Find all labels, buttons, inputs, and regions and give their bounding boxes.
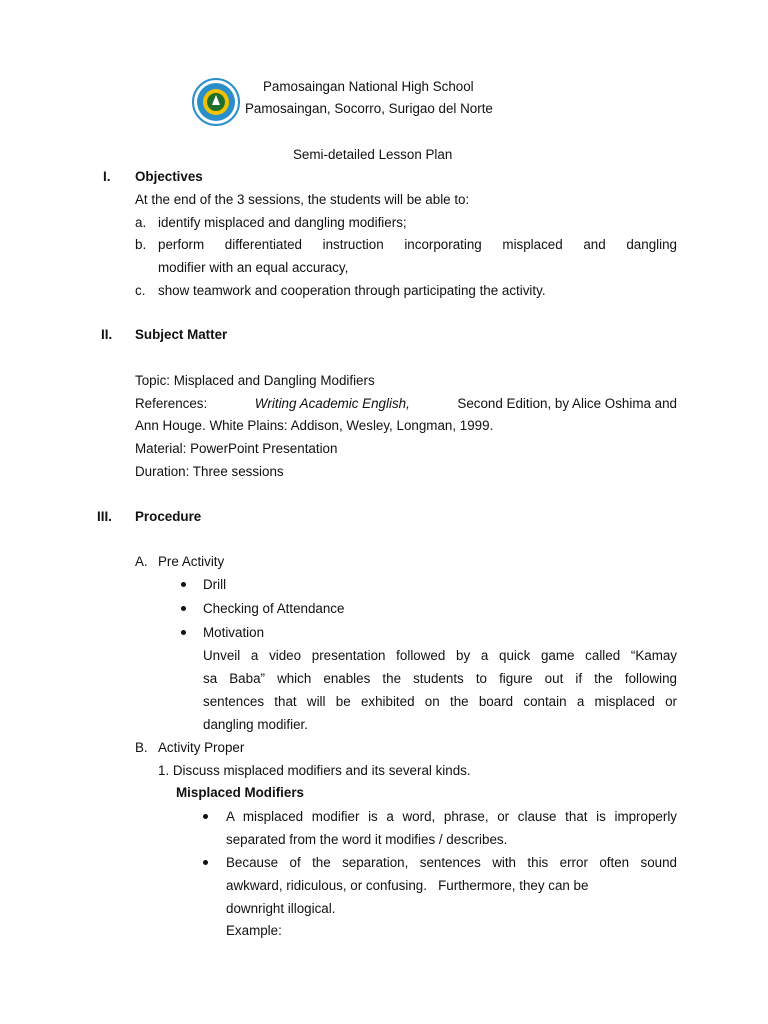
example-label: Example: (226, 923, 282, 938)
objectives-heading: Objectives (135, 169, 203, 184)
objective-marker-b: b. (135, 237, 147, 252)
bullet-icon (181, 582, 186, 587)
reference-book-title: Writing Academic English, (254, 396, 410, 411)
objective-c-text: show teamwork and cooperation through participating the activity. (158, 283, 546, 298)
duration-line: Duration: Three sessions (135, 464, 284, 479)
reference-rest: Second Edition, by Alice Oshima and (457, 396, 677, 411)
pre-item-drill: Drill (203, 577, 227, 592)
bullet1-line2: separated from the word it modifies / describes. (226, 832, 508, 847)
motivation-line4: dangling modifier. (203, 717, 308, 732)
topic-line: Topic: Misplaced and Dangling Modifiers (135, 373, 375, 388)
bullet2-line2: awkward, ridiculous, or confusing. Furthermore, they can be (226, 878, 589, 893)
pre-item-attendance: Checking of Attendance (203, 601, 345, 616)
activity-proper-label: Activity Proper (158, 740, 245, 755)
bullet2-line3: downright illogical. (226, 901, 336, 916)
section-numeral-2: II. (101, 327, 113, 342)
bullet2-line1: Because of the separation, sentences with this error often sound (226, 855, 677, 870)
bullet-icon (181, 606, 186, 611)
material-line: Material: PowerPoint Presentation (135, 441, 338, 456)
school-seal-logo (192, 78, 240, 126)
section-numeral-3: III. (97, 509, 112, 524)
bullet-icon (203, 814, 208, 819)
school-name: Pamosaingan National High School (263, 79, 474, 94)
bullet-icon (203, 860, 208, 865)
subject-matter-heading: Subject Matter (135, 327, 228, 342)
objective-b-line2: modifier with an equal accuracy, (158, 260, 349, 275)
plan-title: Semi-detailed Lesson Plan (293, 147, 453, 162)
motivation-line3: sentences that will be exhibited on the board contain a misplaced or (203, 694, 677, 709)
objective-b-line1: perform differentiated instruction incorporating misplaced and dangling (158, 237, 677, 252)
procedure-heading: Procedure (135, 509, 202, 524)
school-address: Pamosaingan, Socorro, Surigao del Norte (245, 101, 493, 116)
references-line1 (135, 395, 677, 412)
bullet1-line1: A misplaced modifier is a word, phrase, or clause that is improperly (226, 809, 677, 824)
references-label: References: (135, 396, 208, 411)
motivation-line2: sa Baba” which enables the students to figure out if the following (203, 671, 677, 686)
pre-item-motivation: Motivation (203, 625, 265, 640)
bullet2-line2-wrap (226, 877, 677, 894)
objectives-intro: At the end of the 3 sessions, the students will be able to: (135, 192, 470, 207)
bullet-icon (181, 630, 186, 635)
objective-a-text: identify misplaced and dangling modifiers; (158, 215, 407, 230)
objective-marker-c: c. (135, 283, 146, 298)
motivation-line1: Unveil a video presentation followed by a quick game called “Kamay (203, 648, 677, 663)
pre-activity-marker: A. (135, 554, 148, 569)
pre-activity-label: Pre Activity (158, 554, 225, 569)
misplaced-modifiers-heading: Misplaced Modifiers (176, 785, 304, 800)
references-line2: Ann Houge. White Plains: Addison, Wesley, Longman, 1999. (135, 418, 494, 433)
section-numeral-1: I. (103, 169, 111, 184)
step-1-text: 1. Discuss misplaced modifiers and its several kinds. (158, 763, 471, 778)
objective-marker-a: a. (135, 215, 147, 230)
activity-proper-marker: B. (135, 740, 148, 755)
